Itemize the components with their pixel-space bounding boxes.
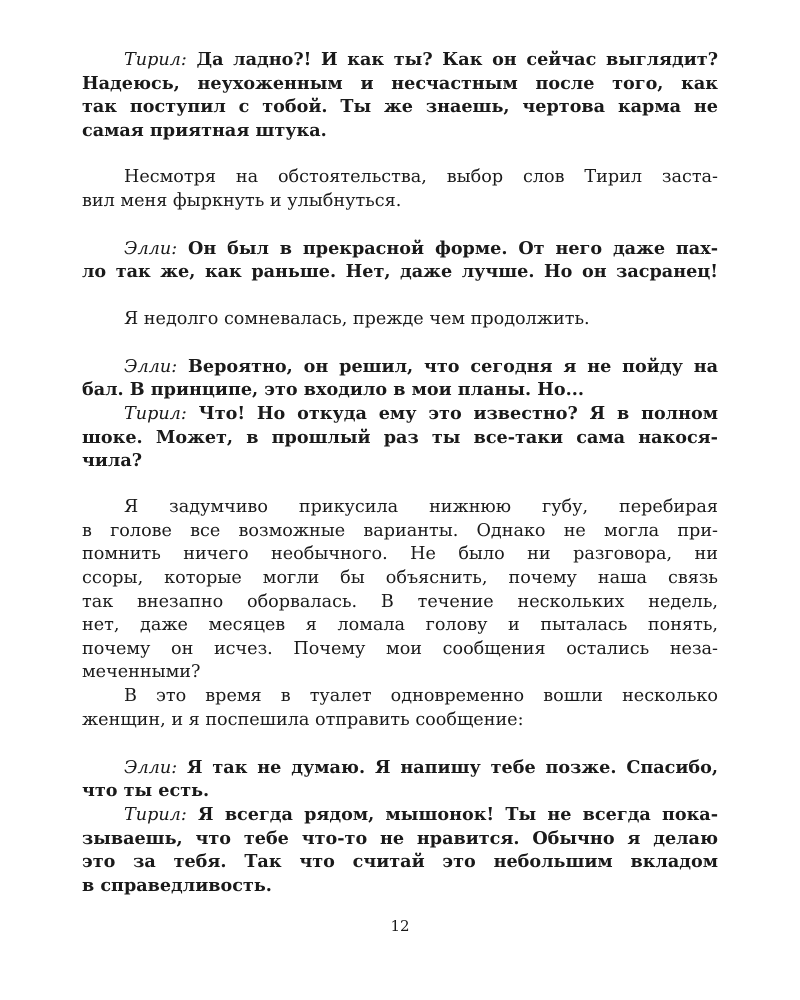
chat-message-elli xyxy=(82,237,718,284)
text-line: в справедливость. xyxy=(82,874,272,896)
text-line: Тирил: Что! Но откуда ему это известно? Я в полном xyxy=(124,402,718,424)
text-line: почему он исчез. Почему мои сообщения остались неза- xyxy=(82,638,718,659)
page-number: 12 xyxy=(390,917,410,935)
speaker-name: Элли: xyxy=(124,238,178,259)
text-line: Я задумчиво прикусила нижнюю губу, перебирая xyxy=(124,497,718,518)
page-text xyxy=(82,48,718,897)
text-line: В это время в туалет одновременно вошли несколько xyxy=(124,686,718,707)
speaker-name: Тирил: xyxy=(124,403,187,424)
text-line: зываешь, что тебе что-то не нравится. Обычно я делаю xyxy=(82,827,718,849)
text-line: так внезапно оборвалась. В течение нескольких недель, xyxy=(82,591,718,612)
chat-message-elli xyxy=(82,355,718,402)
narrative-paragraph xyxy=(82,685,718,732)
speaker-name: Элли: xyxy=(124,757,178,778)
text-line: что ты есть. xyxy=(82,780,210,802)
text-line: Я недолго сомневалась, прежде чем продолжить. xyxy=(124,308,590,329)
text-line: Надеюсь, неухоженным и несчастным после того, как xyxy=(82,72,718,94)
text-line: ло так же, как раньше. Нет, даже лучше. Но он засранец! xyxy=(82,261,718,283)
text-line: так поступил с тобой. Ты же знаешь, чертова карма не xyxy=(82,96,718,118)
text-line: Элли: Он был в прекрасной форме. От него даже пах- xyxy=(124,237,718,259)
text-line: нет, даже месяцев я ломала голову и пыталась понять, xyxy=(82,615,718,636)
text-line: ссоры, которые могли бы объяснить, почему наша связь xyxy=(82,568,718,589)
text-line: Тирил: Да ладно?! И как ты? Как он сейчас выглядит? xyxy=(124,49,718,70)
speaker-name: Тирил: xyxy=(124,50,187,70)
text-line: меченными? xyxy=(82,662,201,683)
text-line: Элли: Я так не думаю. Я напишу тебе позже. Спасибо, xyxy=(124,756,718,778)
speaker-name: Элли: xyxy=(124,356,178,377)
narrative-paragraph xyxy=(82,496,718,685)
text-line: в голове все возможные варианты. Однако не могла при- xyxy=(82,520,718,541)
text-line: шоке. Может, в прошлый раз ты все-таки сама накося- xyxy=(82,426,718,448)
chat-message-tiril xyxy=(82,48,718,142)
text-line: помнить ничего необычного. Не было ни разговора, ни xyxy=(82,544,718,565)
text-line: вил меня фыркнуть и улыбнуться. xyxy=(82,190,402,211)
text-line: Несмотря на обстоятельства, выбор слов Тирил заста- xyxy=(124,166,718,187)
text-line: самая приятная штука. xyxy=(82,119,327,141)
chat-message-elli xyxy=(82,756,718,803)
speaker-name: Тирил: xyxy=(124,805,187,825)
narrative-paragraph xyxy=(82,166,718,213)
chat-message-tiril xyxy=(82,402,718,473)
text-line: чила? xyxy=(82,450,143,472)
text-line: бал. В принципе, это входило в мои планы. Но... xyxy=(82,379,584,401)
text-line: это за тебя. Так что считай это небольшим вкладом xyxy=(82,851,718,873)
narrative-paragraph xyxy=(82,308,718,332)
chat-message-tiril xyxy=(82,803,718,897)
text-line: женщин, и я поспешила отправить сообщение: xyxy=(82,709,524,730)
text-line: Элли: Вероятно, он решил, что сегодня я не пойду на xyxy=(124,355,718,377)
text-line: Тирил: Я всегда рядом, мышонок! Ты не всегда пока- xyxy=(124,804,718,825)
